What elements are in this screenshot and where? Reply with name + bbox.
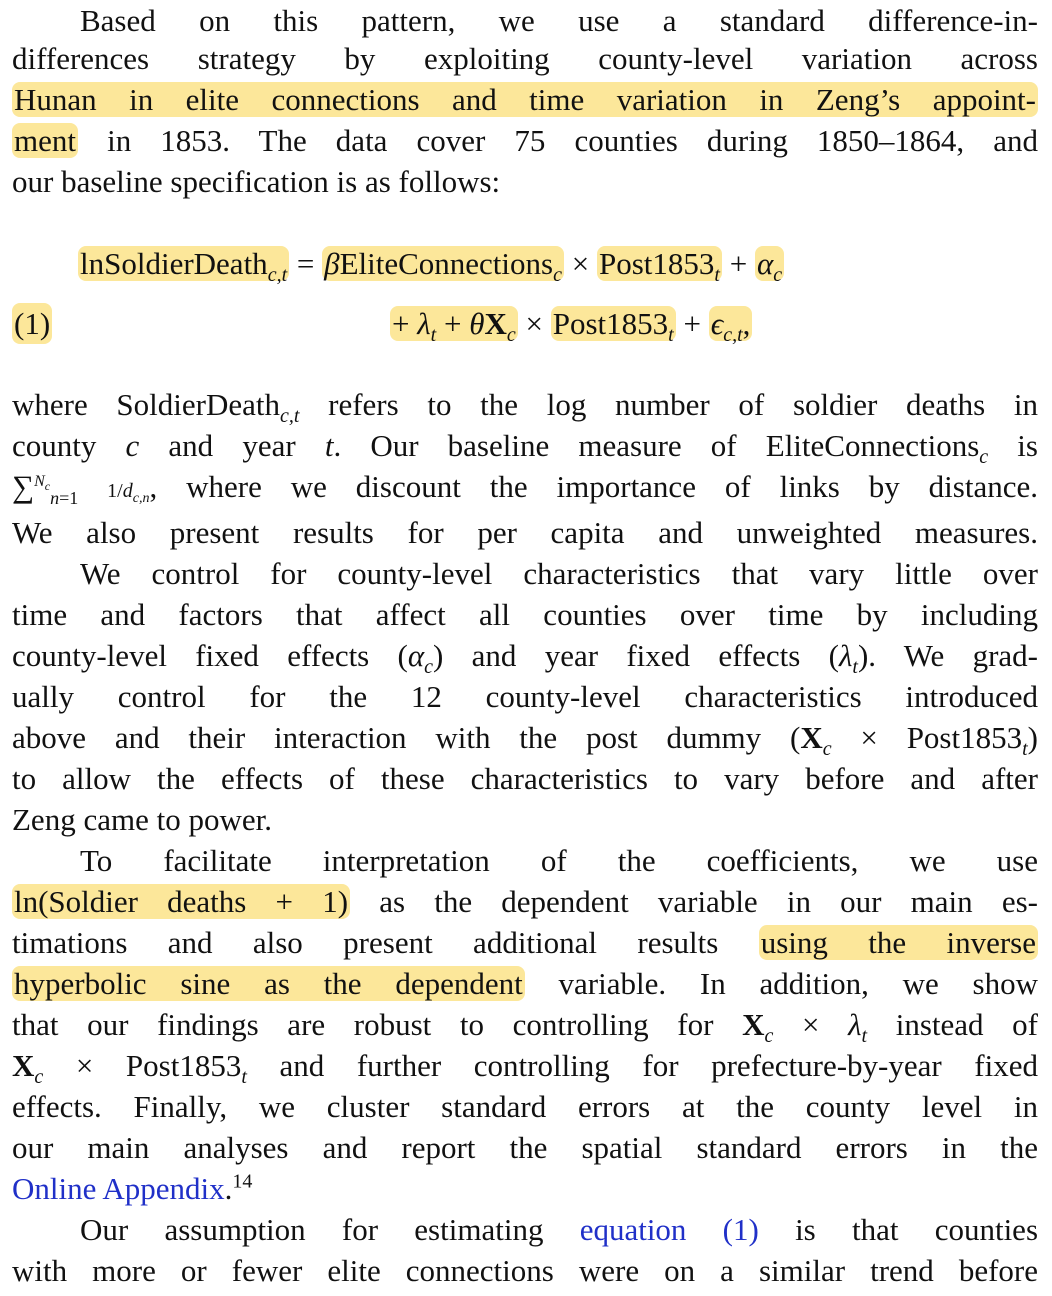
highlight: $\alpha_c$	[756, 246, 783, 287]
text-line: above and their interaction with the post dummy ($X_c$ × $Post1853_t$)	[12, 720, 1038, 761]
highlight: ln(Soldier deaths + 1)	[14, 884, 349, 919]
text-line: We control for county-level characteristics that vary little over	[80, 556, 1038, 591]
highlight: + $\lambda_t + \theta X_c$	[392, 306, 516, 347]
highlight: Hunan in elite connections and time variation in Zeng’s appoint-	[14, 82, 1036, 117]
highlight: ment	[14, 123, 76, 158]
text-line: ∑$^{N_c}_{n=1}$ $1/d_{c,n}$, where we discount the importance of links by distance.	[12, 469, 1038, 509]
equation-ref-link[interactable]: equation (1)	[579, 1212, 759, 1247]
text-line: where SoldierDeath$_{c,t}$ refers to the log number of soldier deaths in	[12, 387, 1039, 428]
highlight: βEliteConnections$_c$	[324, 246, 562, 287]
highlight: $Post1853_t$	[552, 306, 674, 347]
text-line: $X_c$ × $Post1853_t$ and further controlling for prefecture-by-year fixed	[12, 1048, 1038, 1089]
text-line: ually control for the 12 county-level characteristics introduced	[12, 679, 1038, 714]
text-line: county c and year t. Our baseline measure of EliteConnections$_c$ is	[12, 428, 1038, 469]
text-line: ment in 1853. The data cover 75 counties during 1850–1864, and	[14, 123, 1038, 158]
highlight: lnSoldierDeath$_{c,t}$	[80, 246, 288, 287]
text-line: Online Appendix.$^{14}$	[12, 1170, 253, 1206]
text-line: Our assumption for estimating equation (1) is that counties	[80, 1212, 1039, 1247]
text-line: our main analyses and report the spatial standard errors in the	[12, 1130, 1038, 1165]
text-line: We also present results for per capita and unweighted measures.	[12, 515, 1038, 550]
text-line: our baseline specification is as follows:	[12, 164, 501, 199]
text-line: that our findings are robust to controlling for $X_c \times \lambda_t$ instead of	[12, 1007, 1038, 1048]
equation-row-1: lnSoldierDeath$_{c,t}$ = βEliteConnections$_c$ × $Post1853_t + \alpha_c$	[80, 246, 783, 287]
text-line: hyperbolic sine as the dependent variable. In addition, we show	[14, 966, 1038, 1001]
text-line: time and factors that affect all counties over time by including	[12, 597, 1038, 632]
text-line: differences strategy by exploiting county-level variation across	[12, 41, 1038, 76]
sum-expression: ∑$^{N_c}_{n=1}$ $1/d_{c,n}$	[12, 469, 150, 509]
text-line: with more or fewer elite connections were on a similar trend before	[12, 1253, 1038, 1288]
text-line	[12, 79, 1038, 120]
text-line: To facilitate interpretation of the coefficients, we use	[80, 843, 1038, 878]
highlight: hyperbolic sine as the dependent	[14, 966, 523, 1001]
online-appendix-link[interactable]: Online Appendix	[12, 1171, 225, 1206]
equation-row-2: (1) + $\lambda_t + \theta X_c$ × $Post1853_t + \epsilon_{c,t}$,	[12, 303, 1038, 344]
text-line: timations and also present additional results using the inverse	[12, 925, 1036, 960]
text-line: county-level fixed effects $(\alpha_c)$ and year fixed effects $(\lambda_t)$. We grad-	[12, 638, 1038, 679]
highlight: $\epsilon_{c,t}$,	[710, 306, 751, 347]
footnote-marker[interactable]: 14	[232, 1170, 253, 1193]
equation-number: (1)	[12, 303, 52, 344]
highlight: using the inverse	[760, 925, 1036, 960]
highlight: $Post1853_t$	[598, 246, 720, 287]
text-line: Based on this pattern, we use a standard difference-in-	[80, 3, 1038, 38]
text-line: ln(Soldier deaths + 1) as the dependent variable in our main es-	[14, 884, 1038, 919]
text-line: to allow the effects of these characteristics to vary before and after	[12, 761, 1038, 796]
text-line: effects. Finally, we cluster standard errors at the county level in	[12, 1089, 1038, 1124]
text-line: Zeng came to power.	[12, 802, 272, 837]
